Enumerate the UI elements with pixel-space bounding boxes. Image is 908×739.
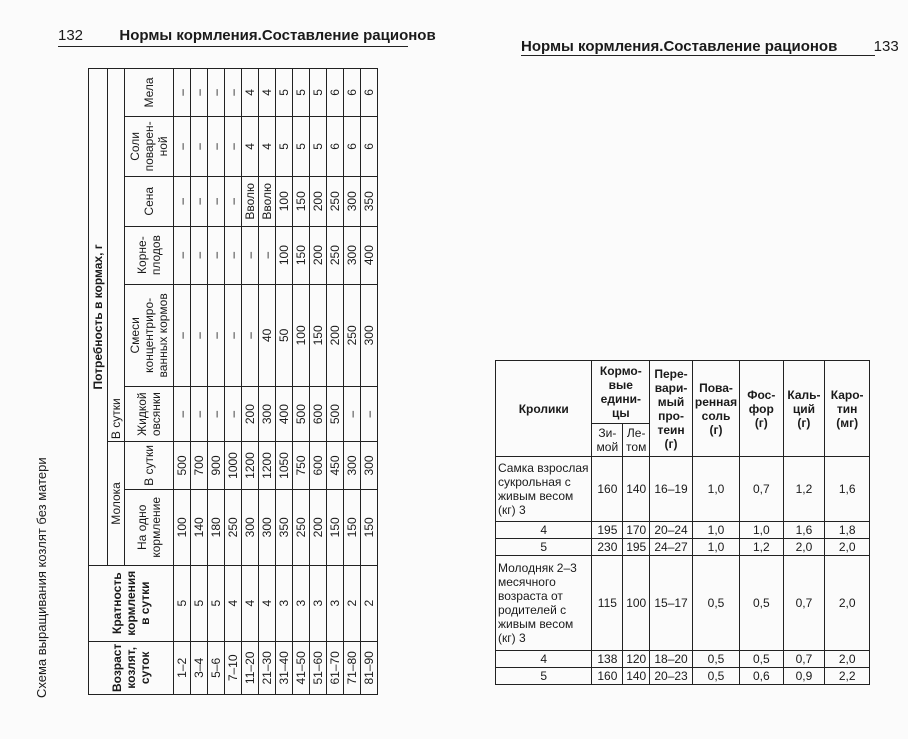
goat-feeding-table: [88, 68, 378, 695]
table-cell: 15–17: [650, 556, 693, 651]
left-page-title: Нормы кормления.Составление рационов: [119, 27, 436, 44]
table-cell: 3–4: [191, 641, 208, 694]
table-row: [496, 457, 870, 522]
table-cell: 5: [310, 69, 327, 117]
table-cell: 120: [623, 651, 650, 668]
table-cell: 150: [327, 489, 344, 565]
table-cell: 100: [623, 556, 650, 651]
left-page-number: 132: [58, 27, 84, 44]
table-cell: 1,8: [825, 522, 870, 539]
table-cell: 170: [623, 522, 650, 539]
table-row: [496, 539, 870, 556]
table-cell: 1,0: [692, 522, 739, 539]
table-cell: 300: [361, 442, 378, 490]
table-cell: 1,0: [692, 539, 739, 556]
col-freq-header: Кратность кормления в сутки: [89, 565, 174, 641]
table-cell: 5: [208, 565, 225, 641]
table-cell: –: [225, 116, 242, 176]
table-cell: 6: [327, 116, 344, 176]
table-cell: 7–10: [225, 641, 242, 694]
right-page-header: [521, 38, 899, 55]
table-cell: –: [208, 387, 225, 442]
right-page-title: Нормы кормления.Составление рационов: [521, 38, 838, 55]
table-cell: 1,6: [825, 457, 870, 522]
table-row: [496, 556, 870, 651]
table-cell: 18–20: [650, 651, 693, 668]
table-cell: 2: [361, 565, 378, 641]
table-cell: 195: [623, 539, 650, 556]
h-phos: Фос-фор (г): [740, 361, 783, 457]
table-cell: 6: [361, 116, 378, 176]
table-cell: –: [174, 69, 191, 117]
table-cell: 450: [327, 442, 344, 490]
table-cell: 31–40: [276, 641, 293, 694]
col-root-header: Корне-плодов: [125, 226, 174, 284]
h-carot: Каро-тин (мг): [825, 361, 870, 457]
table-cell: 230: [592, 539, 623, 556]
table-cell: 100: [293, 284, 310, 387]
table-cell: –: [208, 176, 225, 226]
table-cell: 4: [259, 69, 276, 117]
table-cell: –: [174, 176, 191, 226]
table-cell: 300: [344, 226, 361, 284]
table-cell: 5: [293, 116, 310, 176]
table-cell: 0,5: [740, 651, 783, 668]
table-cell: 40: [259, 284, 276, 387]
table-cell: 2,2: [825, 668, 870, 685]
table-cell: 250: [293, 489, 310, 565]
col-milk-one-header: На одно кормление: [125, 489, 174, 565]
col-age-header: Возраст козлят, суток: [89, 641, 174, 694]
table-cell: 160: [592, 457, 623, 522]
col-need-header: Потребность в кормах, г: [89, 69, 108, 566]
table-cell: Вволю: [259, 176, 276, 226]
table-cell: 1,2: [740, 539, 783, 556]
table-cell: 5: [496, 668, 592, 685]
table-cell: 1,0: [740, 522, 783, 539]
table-cell: 1000: [225, 442, 242, 490]
table-row: [276, 69, 293, 695]
table-cell: 500: [293, 387, 310, 442]
table-cell: 3: [310, 565, 327, 641]
table-cell: 150: [361, 489, 378, 565]
table-cell: 138: [592, 651, 623, 668]
h-summer: Ле-том: [623, 424, 650, 457]
table-cell: –: [191, 387, 208, 442]
table-cell: 20–23: [650, 668, 693, 685]
table-cell: 2,0: [825, 556, 870, 651]
table-cell: 200: [327, 284, 344, 387]
table-cell: 100: [276, 226, 293, 284]
table-cell: 4: [259, 116, 276, 176]
table-cell: 1,0: [692, 457, 739, 522]
table-cell: 750: [293, 442, 310, 490]
table-cell: –: [259, 226, 276, 284]
h-salt: Пова-ренная соль (г): [692, 361, 739, 457]
table-cell: 100: [174, 489, 191, 565]
table-cell: 11–20: [242, 641, 259, 694]
table-cell: –: [208, 116, 225, 176]
table-cell: –: [242, 226, 259, 284]
table-cell: 350: [276, 489, 293, 565]
col-milk-day-header: В сутки: [125, 442, 174, 490]
table-cell: 250: [225, 489, 242, 565]
table-cell: 21–30: [259, 641, 276, 694]
right-page-number: 133: [873, 38, 899, 55]
col-mix-header: Смеси концентриро-ванных кормов: [125, 284, 174, 387]
table-cell: 3: [276, 565, 293, 641]
table-cell: 0,7: [783, 651, 825, 668]
table-cell: 20–24: [650, 522, 693, 539]
table-cell: –: [191, 69, 208, 117]
table-cell: 2,0: [783, 539, 825, 556]
table-cell: Молодняк 2–3 месячного возраста от родителей с живым весом (кг) 3: [496, 556, 592, 651]
table-cell: 200: [310, 489, 327, 565]
table-cell: –: [208, 226, 225, 284]
left-header-rule: [58, 46, 408, 47]
table-cell: –: [191, 116, 208, 176]
table-cell: 5: [496, 539, 592, 556]
h-feed-units: Кормо-вые едини-цы: [592, 361, 650, 424]
table-row: [259, 69, 276, 695]
table-cell: 350: [361, 176, 378, 226]
table-cell: 300: [361, 284, 378, 387]
table-cell: 195: [592, 522, 623, 539]
table-cell: –: [191, 176, 208, 226]
table-cell: –: [361, 387, 378, 442]
table-cell: 0,5: [692, 668, 739, 685]
table-cell: 180: [208, 489, 225, 565]
table-cell: 5: [293, 69, 310, 117]
table-cell: 5: [276, 69, 293, 117]
table-row: [496, 651, 870, 668]
h-protein: Пере-вари-мый про-теин (г): [650, 361, 693, 457]
table-cell: 0,5: [740, 556, 783, 651]
table-cell: 5: [174, 565, 191, 641]
table-row: [293, 69, 310, 695]
table-cell: 4: [496, 522, 592, 539]
table-cell: –: [174, 116, 191, 176]
table-cell: 150: [293, 176, 310, 226]
table-cell: 4: [242, 116, 259, 176]
table-cell: 250: [327, 226, 344, 284]
table-cell: 400: [276, 387, 293, 442]
table-cell: 300: [344, 176, 361, 226]
table-cell: 61–70: [327, 641, 344, 694]
table-cell: 4: [225, 565, 242, 641]
table-cell: 71–80: [344, 641, 361, 694]
table-row: [225, 69, 242, 695]
table-cell: –: [174, 284, 191, 387]
table-cell: –: [225, 69, 242, 117]
table-cell: 600: [310, 442, 327, 490]
table-cell: 0,5: [692, 556, 739, 651]
table-cell: 140: [623, 457, 650, 522]
table-cell: 200: [242, 387, 259, 442]
table-cell: 0,9: [783, 668, 825, 685]
table-cell: 0,6: [740, 668, 783, 685]
right-header-rule: [521, 55, 875, 56]
table-cell: 150: [344, 489, 361, 565]
table-cell: 100: [276, 176, 293, 226]
table-cell: 500: [327, 387, 344, 442]
table-cell: Вволю: [242, 176, 259, 226]
table-cell: 300: [259, 489, 276, 565]
table-cell: 2: [344, 565, 361, 641]
table-row: [361, 69, 378, 695]
table-cell: 400: [361, 226, 378, 284]
table-cell: 250: [327, 176, 344, 226]
table-cell: 1050: [276, 442, 293, 490]
h-rabbits: Кролики: [496, 361, 592, 457]
table-row: [496, 522, 870, 539]
table-cell: –: [208, 69, 225, 117]
table-row: [496, 668, 870, 685]
table-cell: 5–6: [208, 641, 225, 694]
table-cell: –: [225, 176, 242, 226]
col-salt-header: Соли поварен-ной: [125, 116, 174, 176]
table-cell: 5: [310, 116, 327, 176]
table-cell: 1–2: [174, 641, 191, 694]
table-cell: 6: [361, 69, 378, 117]
table-cell: 140: [191, 489, 208, 565]
table-cell: 3: [293, 565, 310, 641]
table-cell: 300: [242, 489, 259, 565]
table-cell: 6: [327, 69, 344, 117]
table-cell: –: [225, 226, 242, 284]
table-cell: –: [242, 284, 259, 387]
table-cell: –: [191, 226, 208, 284]
table-cell: 0,7: [783, 556, 825, 651]
table-cell: 600: [310, 387, 327, 442]
table-cell: 150: [310, 284, 327, 387]
table-cell: 24–27: [650, 539, 693, 556]
table-cell: 200: [310, 226, 327, 284]
table-cell: –: [191, 284, 208, 387]
h-calc: Каль-ций (г): [783, 361, 825, 457]
table-cell: –: [208, 284, 225, 387]
table-cell: 1200: [259, 442, 276, 490]
table-cell: 1200: [242, 442, 259, 490]
table-cell: –: [344, 387, 361, 442]
table-row: [242, 69, 259, 695]
table-cell: 2,0: [825, 651, 870, 668]
left-page-header: [58, 27, 436, 44]
table-cell: 5: [276, 116, 293, 176]
table-cell: Самка взрослая сукрольная с живым весом (кг) 3: [496, 457, 592, 522]
h-winter: Зи-мой: [592, 424, 623, 457]
table-cell: 250: [344, 284, 361, 387]
table-row: [174, 69, 191, 695]
table-cell: 4: [242, 565, 259, 641]
rabbit-norms-table: [495, 360, 870, 685]
table-cell: 2,0: [825, 539, 870, 556]
table-row: [344, 69, 361, 695]
col-milk-header: Молока: [108, 442, 125, 566]
table-cell: 0,7: [740, 457, 783, 522]
col-per-day-header: В сутки: [108, 69, 125, 442]
table-cell: 700: [191, 442, 208, 490]
table-cell: 5: [191, 565, 208, 641]
table-cell: 3: [327, 565, 344, 641]
table-cell: 1,6: [783, 522, 825, 539]
table-cell: 900: [208, 442, 225, 490]
table-caption: Схема выращивания козлят без матери: [34, 457, 49, 698]
table-cell: –: [225, 284, 242, 387]
table-cell: 4: [496, 651, 592, 668]
table-row: [310, 69, 327, 695]
col-hay-header: Сена: [125, 176, 174, 226]
table-cell: 1,2: [783, 457, 825, 522]
table-cell: 150: [293, 226, 310, 284]
table-cell: 115: [592, 556, 623, 651]
table-cell: 4: [259, 565, 276, 641]
table-row: [191, 69, 208, 695]
table-cell: 300: [259, 387, 276, 442]
table-cell: 50: [276, 284, 293, 387]
table-cell: –: [225, 387, 242, 442]
col-chalk-header: Мела: [125, 69, 174, 117]
table-row: [327, 69, 344, 695]
table-cell: 160: [592, 668, 623, 685]
table-cell: 4: [242, 69, 259, 117]
table-cell: 140: [623, 668, 650, 685]
table-cell: 6: [344, 69, 361, 117]
table-cell: –: [174, 226, 191, 284]
table-cell: 500: [174, 442, 191, 490]
table-row: [208, 69, 225, 695]
table-cell: 16–19: [650, 457, 693, 522]
table-cell: 51–60: [310, 641, 327, 694]
goat-feeding-table-wrapper: [88, 68, 376, 695]
table-cell: 200: [310, 176, 327, 226]
table-cell: 300: [344, 442, 361, 490]
table-cell: 41–50: [293, 641, 310, 694]
col-oat-header: Жидкой овсянки: [125, 387, 174, 442]
table-cell: 6: [344, 116, 361, 176]
table-cell: 0,5: [692, 651, 739, 668]
table-cell: –: [174, 387, 191, 442]
table-cell: 81–90: [361, 641, 378, 694]
